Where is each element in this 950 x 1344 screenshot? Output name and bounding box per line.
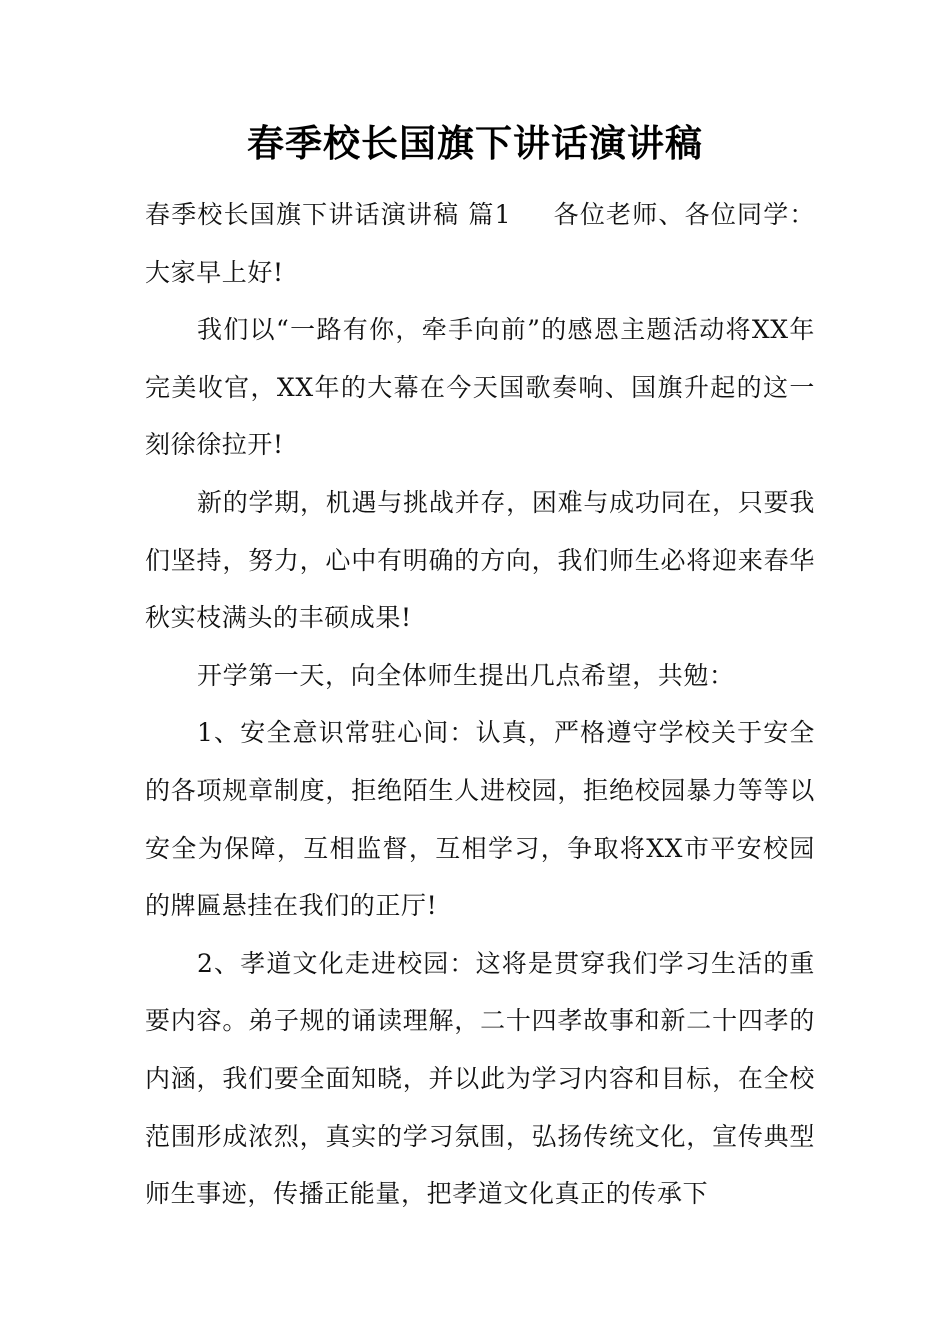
body-paragraph: 开学第一天，向全体师生提出几点希望，共勉： xyxy=(197,660,735,690)
section-heading: 春季校长国旗下讲话演讲稿 篇1 xyxy=(145,200,512,229)
document-title: 春季校长国旗下讲话演讲稿 xyxy=(247,122,703,165)
opening-paragraph xyxy=(145,186,815,301)
body-paragraph: 2、孝道文化走进校园：这将是贯穿我们学习生活的重要内容。弟子规的诵读理解，二十四孝故事和新二十四孝的内涵，我们要全面知晓，并以此为学习内容和目标，在全校范围形成浓烈，真实的学习氛围，弘扬传统文化，宣传典型师生事迹，传播正能量，把孝道文化真正的传承下 xyxy=(145,948,815,1209)
document-body xyxy=(145,186,815,1223)
body-paragraph: 我们以“一路有你，牵手向前”的感恩主题活动将XX年完美收官，XX年的大幕在今天国歌奏响、国旗升起的这一刻徐徐拉开! xyxy=(145,315,815,460)
salutation: 各位老师、各位同学： xyxy=(553,200,815,229)
body-paragraph: 1、安全意识常驻心间：认真，严格遵守学校关于安全的各项规章制度，拒绝陌生人进校园，拒绝校园暴力等等以安全为保障，互相监督，互相学习，争取将XX市平安校园的牌匾悬挂在我们的正厅! xyxy=(145,718,815,921)
greeting: 大家早上好! xyxy=(145,257,284,287)
body-paragraph: 新的学期，机遇与挑战并存，困难与成功同在，只要我们坚持，努力，心中有明确的方向，我们师生必将迎来春华秋实枝满头的丰硕成果! xyxy=(145,487,815,633)
